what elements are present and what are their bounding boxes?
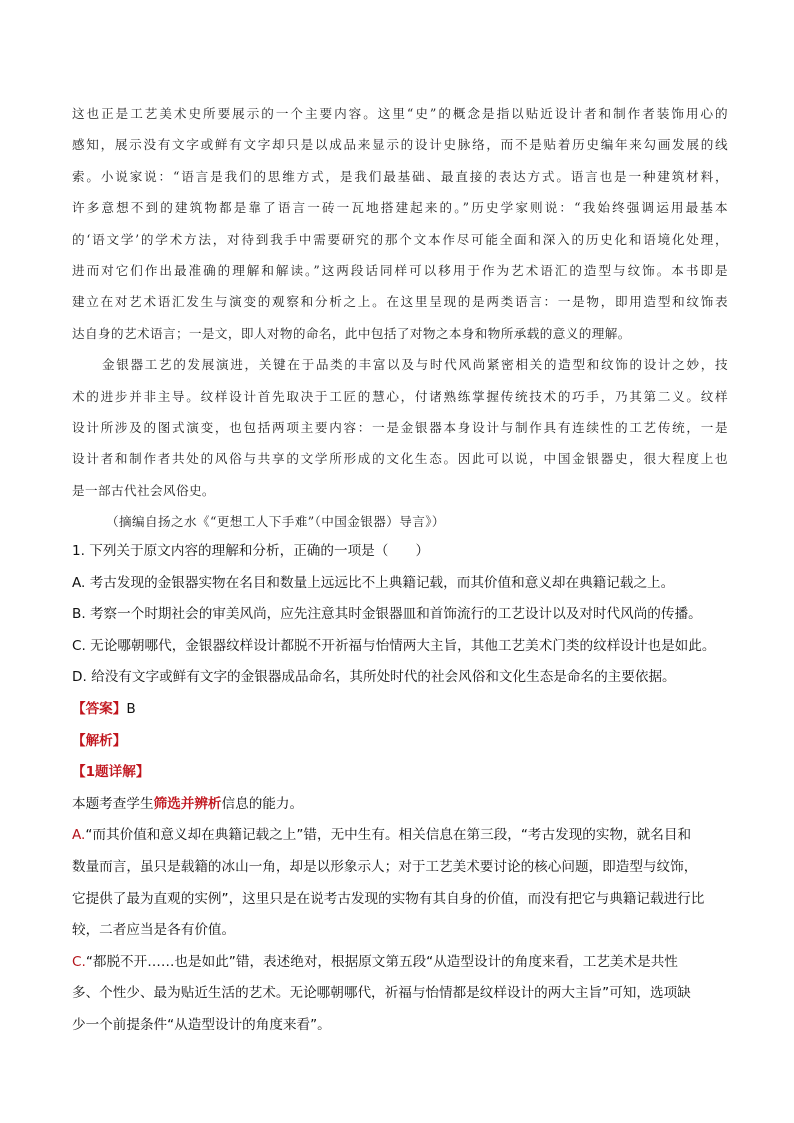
intro-emphasis: 筛选并辨析 bbox=[153, 795, 222, 812]
passage-line: 是一部古代社会风俗史。 bbox=[72, 482, 215, 498]
passage-line: 设计所涉及的图式演变，也包括两项主要内容：一是金银器本身设计与制作具有连续性的工艺传统，一是 bbox=[72, 419, 728, 435]
analysis-c-line: 少一个前提条件“从造型设计的角度来看”。 bbox=[72, 1016, 331, 1033]
option-a: A. 考古发现的金银器实物在名目和数量上远远比不上典籍记载，而其价值和意义却在典籍记载之上。 bbox=[72, 574, 675, 591]
analysis-a-line bbox=[72, 820, 732, 852]
option-a-letter: A. bbox=[72, 827, 86, 844]
question-block bbox=[72, 536, 732, 1042]
analysis-a-line: 较，二者应当是各有价值。 bbox=[72, 922, 236, 939]
answer-line bbox=[72, 694, 732, 726]
intro-post: 信息的能力。 bbox=[221, 795, 304, 812]
detail-label: 【1题详解】 bbox=[72, 764, 150, 781]
passage-line: 感知，展示没有文字或鲜有文字却只是以成品来显示的设计史脉络，而不是贴着历史编年来勾画发展的线 bbox=[72, 137, 728, 153]
analysis-intro bbox=[72, 789, 732, 821]
passage-line: 建立在对艺术语汇发生与演变的观察和分析之上。在这里呈现的是两类语言：一是物，即用造型和纹饰表 bbox=[72, 294, 728, 310]
option-b: B. 考察一个时期社会的审美风尚，应先注意其时金银器皿和首饰流行的工艺设计以及对时代风尚的传播。 bbox=[72, 606, 702, 623]
analysis-a-text: “而其价值和意义却在典籍记载之上”错，无中生有。相关信息在第三段，“考古发现的实物，就名目和 bbox=[85, 827, 692, 844]
passage-line: 这也正是工艺美术史所要展示的一个主要内容。这里“史”的概念是指以贴近设计者和制作者装饰用心的 bbox=[72, 106, 728, 121]
passage-line: 索。小说家说：“语言是我们的思维方式，是我们最基础、最直接的表达方式。语言也是一种建筑材料， bbox=[72, 168, 728, 184]
answer-label: 【答案】 bbox=[72, 700, 127, 717]
passage-line: 达自身的艺术语言；一是文，即人对物的命名，此中包括了对物之本身和物所承载的意义的理解。 bbox=[72, 325, 631, 341]
option-c: C. 无论哪朝哪代，金银器纹样设计都脱不开祈福与怡情两大主旨，其他工艺美术门类的纹样设计也是如此。 bbox=[72, 637, 716, 654]
detail-line bbox=[72, 757, 732, 789]
analysis-label: 【解析】 bbox=[72, 732, 127, 749]
passage-line: 设计者和制作者共处的风俗与共享的文学所形成的文化生态。因此可以说，中国金银器史，很大程度上也 bbox=[72, 451, 728, 467]
passage-line: 进而对它们作出最准确的理解和解读。”这两段话同样可以移用于作为艺术语汇的造型与纹饰。本书即是 bbox=[72, 262, 728, 278]
answer-value: B bbox=[126, 700, 136, 717]
reading-passage bbox=[72, 98, 728, 537]
analysis-line bbox=[72, 726, 732, 758]
passage-line: 许多意想不到的建筑物都是靠了语言一砖一瓦地搭建起来的。”历史学家则说：“我始终强调运用最基本 bbox=[72, 200, 728, 216]
option-c-letter: C. bbox=[72, 953, 86, 970]
analysis-a-line: 数量而言，虽只是载籍的冰山一角，却是以形象示人；对于工艺美术要讨论的核心问题，即造型与纹饰， bbox=[72, 858, 698, 875]
analysis-c-text: “都脱不开……也是如此”错，表述绝对，根据原文第五段“从造型设计的角度来看，工艺美术是共性 bbox=[85, 953, 678, 970]
analysis-c-line bbox=[72, 947, 732, 979]
passage-line: 的‘语文学’的学术方法，对待到我手中需要研究的那个文本作尽可能全面和深入的历史化和语境化处理， bbox=[72, 231, 728, 247]
analysis-a-line: 它提供了最为直观的实例”，这里只是在说考古发现的实物有其自身的价值，而没有把它与典籍记载进行比 bbox=[72, 890, 705, 907]
intro-pre: 本题考查学生 bbox=[72, 795, 154, 812]
passage-citation: （摘编自扬之水《“更想工人下手难”（中国金银器）导言》） bbox=[106, 514, 445, 530]
passage-line: 术的进步并非主导。纹样设计首先取决于工匠的慧心，付诸熟练掌握传统技术的巧手，乃其第二义。纹样 bbox=[72, 388, 728, 404]
question-stem: 1. 下列关于原文内容的理解和分析，正确的一项是（ ） bbox=[72, 543, 430, 559]
passage-line: 金银器工艺的发展演进，关键在于品类的丰富以及与时代风尚紧密相关的造型和纹饰的设计之妙，技 bbox=[102, 357, 728, 373]
analysis-c-line: 多、个性少、最为贴近生活的艺术。无论哪朝哪代，祈福与怡情都是纹样设计的两大主旨”可知，选项缺 bbox=[72, 985, 691, 1002]
option-d: D. 给没有文字或鲜有文字的金银器成品命名，其所处时代的社会风俗和文化生态是命名的主要依据。 bbox=[72, 669, 676, 686]
